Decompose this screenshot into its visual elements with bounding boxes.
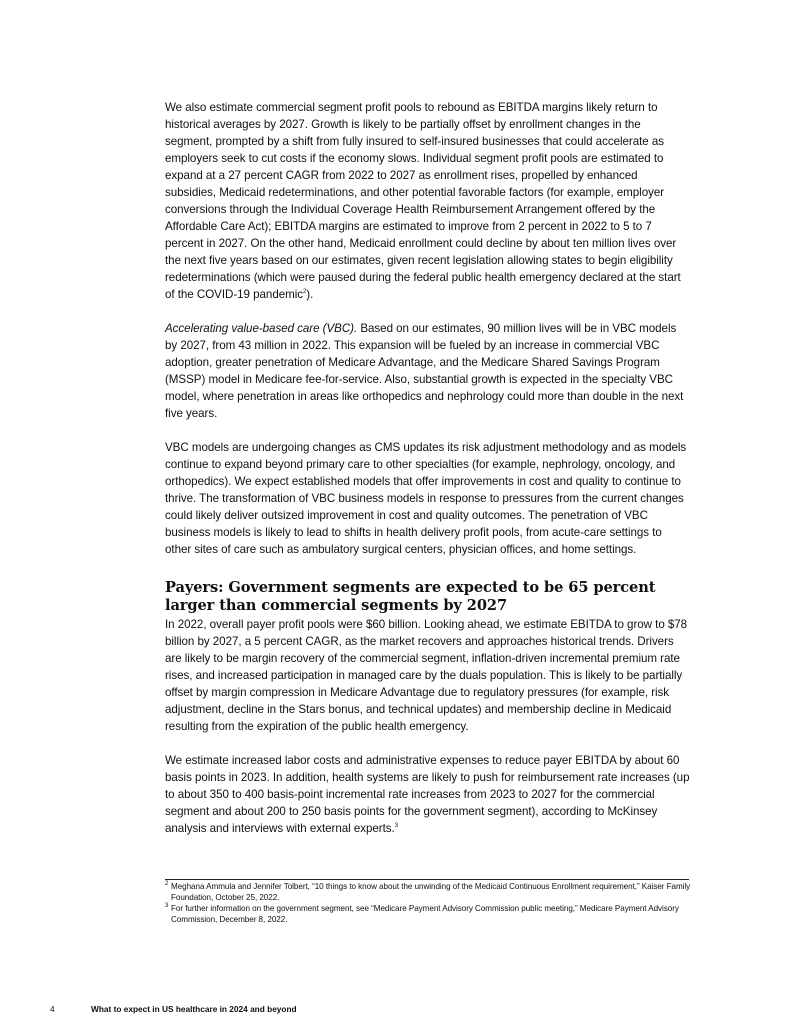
footnote-number: 2 (165, 881, 169, 887)
paragraph-payer-profit-pools (165, 616, 690, 735)
paragraph-text: We also estimate commercial segment profit pools to rebound as EBITDA margins likely return to historical averages by 2027. Growth is likely to be partially offset by enrollment changes in the segment, prompted by a shift from fully insured to self-insured businesses that could accelerate as employers seek to cut costs if the economy slows. Individual segment profit pools are estimated to expand at a 27 percent CAGR from 2022 to 2027 as enrollment rises, propelled by enhanced subsidies, Medicaid redeterminations, and other potential favorable factors (for example, employer conversions through the Individual Coverage Health Reimbursement Arrangement offered by the Affordable Care Act); EBITDA margins are estimated to improve from 2 percent in 2022 to 5 to 7 percent in 2027. On the other hand, Medicaid enrollment could decline by about ten million lives over the next five years based on our estimates, given recent legislation allowing states to begin eligibility redeterminations (which were paused during the federal public health emergency declared at the start of the COVID-19 pandemic (165, 101, 681, 301)
footnote-text: Meghana Ammula and Jennifer Tolbert, “10 things to know about the unwinding of the Medicaid Continuous Enrollment requirement,” Kaiser Family Foundation, October 25, 2022. (171, 882, 691, 902)
footnote-ref[interactable]: 2 (303, 289, 307, 296)
paragraph-text: Based on our estimates, 90 million lives will be in VBC models by 2027, from 43 million in 2022. This expansion will be fueled by an increase in commercial VBC adoption, greater penetration of Medicare Advantage, and the Medicare Shared Savings Program (MSSP) model in Medicare fee-for-service. Also, substantial growth is expected in the specialty VBC model, where penetration in areas like orthopedics and nephrology could more than double in the next five years. (165, 322, 684, 420)
paragraph-vbc-models (165, 439, 690, 558)
footer-title: What to expect in US healthcare in 2024 and beyond (91, 1004, 297, 1014)
footnote-text: For further information on the government segment, see “Medicare Payment Advisory Commission public meeting,” Medicare Payment Advisory Commission, December 8, 2022. (171, 904, 679, 924)
footnote-item (165, 903, 695, 925)
footnote-item (165, 881, 695, 903)
paragraph-text: In 2022, overall payer profit pools were $60 billion. Looking ahead, we estimate EBITDA to grow to $78 billion by 2027, a 5 percent CAGR, as the market recovers and approaches historical trends. Drivers are likely to be margin recovery of the commercial segment, inflation-driven incremental premium rate rises, and increased participation in managed care by the duals population. This is likely to be partially offset by margin compression in Medicare Advantage due to regulatory pressures (for example, risk adjustment, decline in the Stars bonus, and technical updates) and membership decline in Medicaid resulting from the expiration of the public health emergency. (165, 618, 688, 733)
section-heading: Payers: Government segments are expected to be 65 percent larger than commercial segments by 2027 (165, 579, 656, 614)
page-number: 4 (50, 1004, 55, 1014)
footnote-number: 3 (165, 903, 169, 909)
paragraph-text-end: ). (306, 288, 314, 301)
paragraph-lead-italic: Accelerating value-based care (VBC). (165, 322, 358, 335)
paragraph-labor-costs (165, 752, 690, 837)
paragraph-text: We estimate increased labor costs and administrative expenses to reduce payer EBITDA by about 60 basis points in 2023. In addition, health systems are likely to push for reimbursement rate increases (up to about 350 to 400 basis-point incremental rate increases from 2023 to 2027 for the commercial segment and about 200 to 250 basis points for the government segment), according to McKinsey analysis and interviews with external experts. (165, 754, 690, 835)
paragraph-text: VBC models are undergoing changes as CMS updates its risk adjustment methodology and as models continue to expand beyond primary care to other specialties (for example, nephrology, oncology, and orthopedics). We expect established models that offer improvements in cost and quality to continue to thrive. The transformation of VBC business models in response to pressures from the current changes could likely deliver outsized improvement in cost and quality outcomes. The penetration of VBC business models is likely to lead to shifts in health delivery profit pools, from acute-care settings to other sites of care such as ambulatory surgical centers, physician offices, and home settings. (165, 441, 687, 556)
paragraph-vbc-acceleration (165, 320, 690, 422)
main-content (165, 99, 690, 837)
footnote-divider (165, 879, 689, 880)
paragraph-commercial-profit-pools (165, 99, 690, 303)
footnotes (165, 881, 695, 925)
footnote-ref[interactable]: 3 (394, 823, 398, 830)
